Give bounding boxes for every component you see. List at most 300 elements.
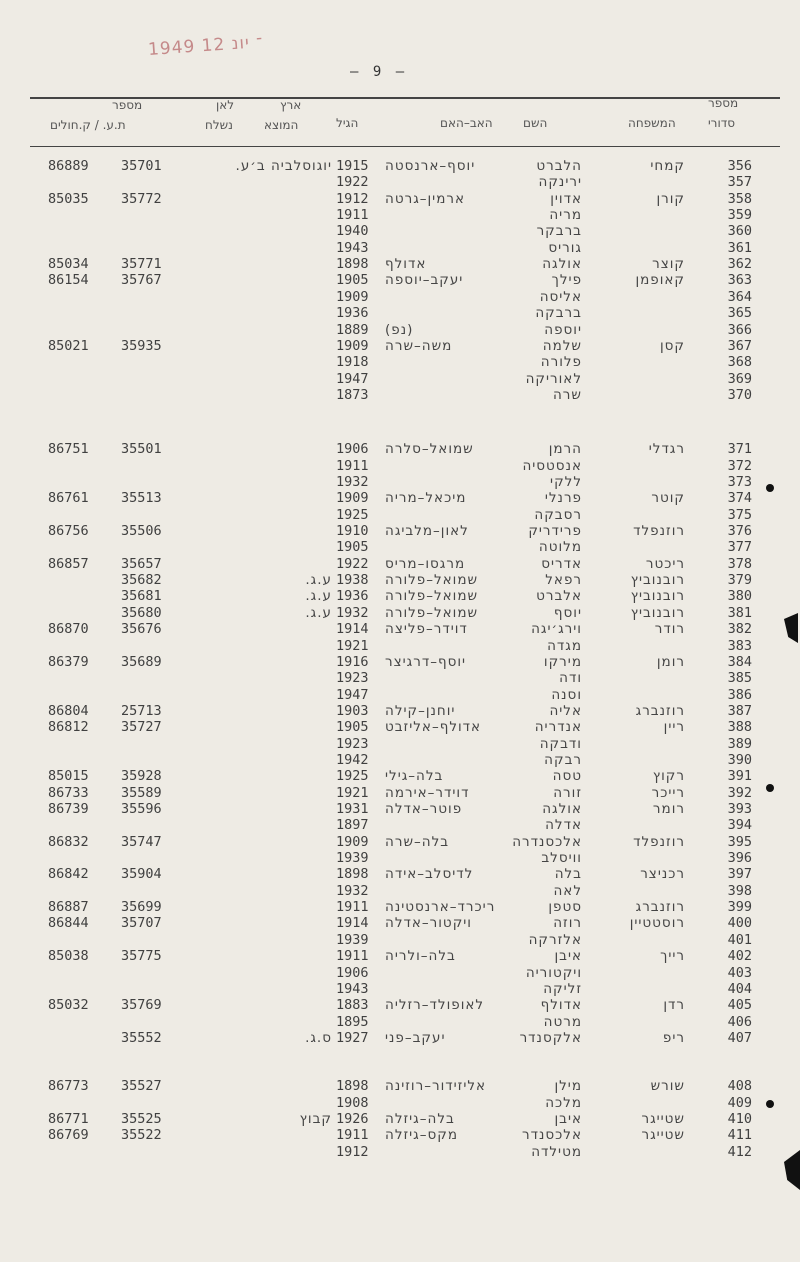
parents-cell: ארמין–גרטה <box>385 190 466 207</box>
parents-cell: בלה–גילי <box>385 768 444 785</box>
first-name-cell: מילן <box>554 1078 582 1095</box>
serial-cell: 399 <box>727 899 752 916</box>
te-number-cell: 35769 <box>121 997 162 1014</box>
first-name-cell: מריה <box>549 207 582 223</box>
parents-cell: לאון–מלביגה <box>385 523 469 539</box>
birth-year-cell: 1925 <box>336 506 369 523</box>
birth-year-cell: 1932 <box>336 882 369 899</box>
origin-cell: ע.ג. <box>305 604 332 621</box>
te-number-cell: 35682 <box>121 572 162 589</box>
serial-cell: 405 <box>727 997 752 1014</box>
birth-year-cell: 1939 <box>336 931 369 948</box>
hole-punch-dot <box>766 784 774 792</box>
family-name-cell: קמחי <box>650 158 685 174</box>
birth-year-cell: 1911 <box>336 948 369 965</box>
parents-cell: מיכאל–מריה <box>385 490 467 507</box>
birth-year-cell: 1906 <box>336 964 369 981</box>
birth-year-cell: 1897 <box>336 817 369 834</box>
hospital-number-cell: 85035 <box>48 190 89 207</box>
parents-cell: יוסף–דרגיצר <box>385 653 467 670</box>
family-name-cell: רגדלי <box>648 441 685 458</box>
parents-cell: לאופולד–רזליה <box>385 997 485 1014</box>
parents-cell: יוחנן–קילה <box>385 702 456 719</box>
birth-year-cell: 1926 <box>336 1110 369 1127</box>
first-name-cell: אלכסנדרה <box>512 833 582 850</box>
serial-cell: 385 <box>727 670 752 687</box>
margin-mark <box>784 1150 800 1190</box>
serial-cell: 356 <box>727 158 752 174</box>
first-name-cell: מטילדה <box>531 1143 582 1160</box>
te-number-cell: 35771 <box>121 256 162 273</box>
origin-cell: ע.ג. <box>305 588 332 605</box>
first-name-cell: אדוין <box>550 190 582 207</box>
first-name-cell: יוסף <box>553 604 582 621</box>
page-number: — 9 — <box>350 64 408 80</box>
parents-cell: יעקב–פני <box>385 1029 446 1046</box>
first-name-cell: וויסלב <box>541 850 582 866</box>
serial-cell: 397 <box>727 866 752 883</box>
birth-year-cell: 1918 <box>336 354 369 371</box>
hospital-number-cell: 86733 <box>48 784 89 801</box>
family-name-cell: רקוץ <box>652 768 685 785</box>
birth-year-cell: 1921 <box>336 784 369 801</box>
hospital-number-cell: 86832 <box>48 833 89 850</box>
first-name-cell: פלורה <box>540 354 582 371</box>
family-name-cell: שטייגר <box>641 1127 685 1144</box>
family-name-cell: קוצר <box>652 256 685 273</box>
header-parents: האב–האם <box>440 116 493 130</box>
birth-year-cell: 1925 <box>336 768 369 785</box>
birth-year-cell: 1943 <box>336 980 369 997</box>
te-number-cell: 35506 <box>121 523 162 539</box>
first-name-cell: ודבקה <box>539 735 582 752</box>
serial-cell: 368 <box>727 354 752 371</box>
serial-cell: 359 <box>727 207 752 223</box>
header-name: השם <box>523 116 548 130</box>
first-name-cell: אדריס <box>541 555 582 572</box>
serial-cell: 406 <box>727 1013 752 1030</box>
birth-year-cell: 1921 <box>336 637 369 654</box>
birth-year-cell: 1911 <box>336 1127 369 1144</box>
hospital-number-cell: 86844 <box>48 915 89 932</box>
hospital-number-cell: 85021 <box>48 337 89 354</box>
date-stamp: 1949 ־ יונ 12 <box>147 31 265 61</box>
first-name-cell: מלכה <box>545 1094 582 1111</box>
header-country-line1: ארץ <box>280 98 302 112</box>
serial-cell: 370 <box>727 386 752 403</box>
family-name-cell: רומן <box>656 653 685 670</box>
first-name-cell: ודה <box>559 670 582 687</box>
first-name-cell: רפאל <box>545 572 582 589</box>
birth-year-cell: 1908 <box>336 1094 369 1111</box>
serial-cell: 357 <box>727 174 752 191</box>
serial-cell: 361 <box>727 239 752 256</box>
birth-year-cell: 1938 <box>336 572 369 589</box>
birth-year-cell: 1936 <box>336 305 369 322</box>
first-name-cell: פרנלי <box>544 490 582 507</box>
header-ship-line2: נשלח <box>205 118 233 132</box>
parents-cell: בלה–גיזלה <box>385 1110 455 1127</box>
serial-cell: 398 <box>727 882 752 899</box>
birth-year-cell: 1911 <box>336 899 369 916</box>
first-name-cell: איבן <box>554 1110 582 1127</box>
hospital-number-cell: 86739 <box>48 801 89 817</box>
parents-cell: אדולף <box>385 256 427 273</box>
te-number-cell: 35701 <box>121 158 162 174</box>
first-name-cell: פילך <box>551 272 582 289</box>
first-name-cell: מלוטה <box>538 539 582 556</box>
family-name-cell: קוטר <box>651 490 685 507</box>
birth-year-cell: 1914 <box>336 621 369 638</box>
serial-cell: 382 <box>727 621 752 638</box>
te-number-cell: 35904 <box>121 866 162 883</box>
first-name-cell: זורה <box>553 784 582 801</box>
first-name-cell: רסבקה <box>534 506 582 523</box>
serial-cell: 373 <box>727 474 752 490</box>
first-name-cell: הרמן <box>548 441 582 458</box>
first-name-cell: הלברט <box>536 158 582 174</box>
first-name-cell: איבן <box>554 948 582 965</box>
birth-year-cell: 1942 <box>336 751 369 768</box>
birth-year-cell: 1927 <box>336 1029 369 1046</box>
birth-year-cell: 1912 <box>336 1143 369 1160</box>
header-family: המשפחה <box>628 116 676 130</box>
birth-year-cell: 1922 <box>336 174 369 191</box>
first-name-cell: אליסה <box>539 288 582 305</box>
family-name-cell: רובנוביץ <box>630 572 685 589</box>
serial-cell: 409 <box>727 1094 752 1111</box>
birth-year-cell: 1903 <box>336 702 369 719</box>
first-name-cell: טסה <box>552 768 582 785</box>
family-name-cell: רייכר <box>651 784 685 801</box>
serial-cell: 372 <box>727 457 752 474</box>
first-name-cell: לאה <box>553 882 582 899</box>
family-name-cell: רוזנפלד <box>633 523 685 539</box>
serial-cell: 386 <box>727 686 752 703</box>
first-name-cell: אנדריה <box>534 719 582 736</box>
te-number-cell: 35501 <box>121 441 162 458</box>
parents-cell: מקס–גיזלה <box>385 1127 459 1144</box>
birth-year-cell: 1889 <box>336 321 369 338</box>
hospital-number-cell: 85015 <box>48 768 89 785</box>
first-name-cell: בלה <box>554 866 582 883</box>
margin-mark <box>784 613 798 643</box>
te-number-cell: 35527 <box>121 1078 162 1095</box>
first-name-cell: וסנה <box>551 686 582 703</box>
origin-cell: ס.ג. <box>305 1029 332 1046</box>
parents-cell: מרגסו–מריס <box>385 555 466 572</box>
hospital-number-cell: 86812 <box>48 719 89 736</box>
serial-cell: 358 <box>727 190 752 207</box>
serial-cell: 360 <box>727 223 752 240</box>
first-name-cell: אולגה <box>542 801 582 817</box>
serial-cell: 404 <box>727 980 752 997</box>
family-name-cell: רוזנפלד <box>633 833 685 850</box>
birth-year-cell: 1943 <box>336 239 369 256</box>
parents-cell: פוטר–אדלה <box>385 801 463 817</box>
first-name-cell: פרידריק <box>528 523 582 539</box>
hole-punch-dot <box>766 1100 774 1108</box>
hospital-number-cell: 86842 <box>48 866 89 883</box>
serial-cell: 394 <box>727 817 752 834</box>
header-age: הגיל <box>336 116 359 130</box>
hospital-number-cell: 86756 <box>48 523 89 539</box>
parents-cell: שמואל–סלרה <box>385 441 474 458</box>
serial-cell: 400 <box>727 915 752 932</box>
family-name-cell: קאופמן <box>635 272 685 289</box>
birth-year-cell: 1873 <box>336 386 369 403</box>
serial-cell: 384 <box>727 653 752 670</box>
te-number-cell: 35680 <box>121 604 162 621</box>
birth-year-cell: 1883 <box>336 997 369 1014</box>
birth-year-cell: 1931 <box>336 801 369 817</box>
family-name-cell: רובנוביץ <box>630 588 685 605</box>
birth-year-cell: 1911 <box>336 457 369 474</box>
serial-cell: 388 <box>727 719 752 736</box>
te-number-cell: 35699 <box>121 899 162 916</box>
first-name-cell: זליקה <box>543 980 582 997</box>
te-number-cell: 35676 <box>121 621 162 638</box>
birth-year-cell: 1911 <box>336 207 369 223</box>
birth-year-cell: 1909 <box>336 288 369 305</box>
te-number-cell: 35689 <box>121 653 162 670</box>
birth-year-cell: 1912 <box>336 190 369 207</box>
first-name-cell: שלמה <box>542 337 582 354</box>
serial-cell: 365 <box>727 305 752 322</box>
birth-year-cell: 1905 <box>336 719 369 736</box>
te-number-cell: 35589 <box>121 784 162 801</box>
hospital-number-cell: 86154 <box>48 272 89 289</box>
family-name-cell: רודר <box>654 621 685 638</box>
family-name-cell: רוסטטיין <box>629 915 685 932</box>
first-name-cell: רבקה <box>544 751 582 768</box>
serial-cell: 403 <box>727 964 752 981</box>
birth-year-cell: 1923 <box>336 735 369 752</box>
parents-cell: אליזידור–רוזינה <box>385 1078 487 1095</box>
first-name-cell: לאוריקה <box>525 370 582 387</box>
hospital-number-cell: 86887 <box>48 899 89 916</box>
serial-cell: 362 <box>727 256 752 273</box>
origin-cell: יוגוסלביה ב׳ע. <box>235 158 332 174</box>
header-bottom-rule <box>30 146 780 147</box>
birth-year-cell: 1905 <box>336 272 369 289</box>
serial-cell: 374 <box>727 490 752 507</box>
first-name-cell: ירינקה <box>538 174 582 191</box>
serial-cell: 401 <box>727 931 752 948</box>
serial-cell: 376 <box>727 523 752 539</box>
parents-cell: שמואל–פלורה <box>385 588 479 605</box>
parents-cell: בלה–ולריה <box>385 948 456 965</box>
birth-year-cell: 1906 <box>336 441 369 458</box>
first-name-cell: ללקי <box>550 474 582 490</box>
hospital-number-cell: 86870 <box>48 621 89 638</box>
parents-cell: דוידר–אירמה <box>385 784 470 801</box>
te-number-cell: 35513 <box>121 490 162 507</box>
birth-year-cell: 1939 <box>336 850 369 866</box>
birth-year-cell: 1923 <box>336 670 369 687</box>
header-ship-line1: לאן <box>216 98 235 112</box>
family-name-cell: רומר <box>652 801 685 817</box>
family-name-cell: ריכטר <box>645 555 685 572</box>
first-name-cell: יוספה <box>544 321 582 338</box>
hospital-number-cell: 86379 <box>48 653 89 670</box>
birth-year-cell: 1898 <box>336 1078 369 1095</box>
birth-year-cell: 1947 <box>336 370 369 387</box>
birth-year-cell: 1932 <box>336 474 369 490</box>
first-name-cell: אדולף <box>540 997 582 1014</box>
hospital-number-cell: 86889 <box>48 158 89 174</box>
serial-cell: 412 <box>727 1143 752 1160</box>
parents-cell: שמואל–פלורה <box>385 572 479 589</box>
first-name-cell: ברבקה <box>535 305 582 322</box>
te-number-cell: 35657 <box>121 555 162 572</box>
serial-cell: 408 <box>727 1078 752 1095</box>
hospital-number-cell: 86769 <box>48 1127 89 1144</box>
birth-year-cell: 1909 <box>336 833 369 850</box>
te-number-cell: 35767 <box>121 272 162 289</box>
family-name-cell: רייך <box>660 948 685 965</box>
serial-cell: 380 <box>727 588 752 605</box>
parents-cell: ריכרד–ארנסטינה <box>385 899 496 916</box>
birth-year-cell: 1895 <box>336 1013 369 1030</box>
first-name-cell: אליה <box>549 702 582 719</box>
first-name-cell: שרה <box>552 386 582 403</box>
te-number-cell: 35552 <box>121 1029 162 1046</box>
serial-cell: 387 <box>727 702 752 719</box>
te-number-cell: 35775 <box>121 948 162 965</box>
origin-cell: קבוץ <box>299 1110 332 1127</box>
birth-year-cell: 1905 <box>336 539 369 556</box>
serial-cell: 364 <box>727 288 752 305</box>
te-number-cell: 35596 <box>121 801 162 817</box>
family-name-cell: שורש <box>650 1078 685 1095</box>
first-name-cell: אולגה <box>542 256 582 273</box>
parents-cell: ויקטור–אדלה <box>385 915 472 932</box>
hospital-number-cell: 86773 <box>48 1078 89 1095</box>
hospital-number-cell: 86761 <box>48 490 89 507</box>
birth-year-cell: 1898 <box>336 866 369 883</box>
origin-cell: ע.ג. <box>305 572 332 589</box>
first-name-cell: מירקו <box>543 653 582 670</box>
te-number-cell: 35747 <box>121 833 162 850</box>
birth-year-cell: 1914 <box>336 915 369 932</box>
birth-year-cell: 1940 <box>336 223 369 240</box>
parents-cell: בלה–שרה <box>385 833 450 850</box>
serial-cell: 392 <box>727 784 752 801</box>
serial-cell: 402 <box>727 948 752 965</box>
serial-cell: 383 <box>727 637 752 654</box>
parents-cell: לדיסלב–אידה <box>385 866 474 883</box>
serial-cell: 407 <box>727 1029 752 1046</box>
family-name-cell: קורן <box>656 190 685 207</box>
parents-cell: אדולף–אליזבט <box>385 719 482 736</box>
header-top-rule <box>30 97 780 99</box>
first-name-cell: אלברט <box>536 588 582 605</box>
header-serial-line1: מספר <box>708 96 739 110</box>
birth-year-cell: 1910 <box>336 523 369 539</box>
hospital-number-cell: 85032 <box>48 997 89 1014</box>
family-name-cell: רדן <box>663 997 685 1014</box>
serial-cell: 377 <box>727 539 752 556</box>
te-number-cell: 35928 <box>121 768 162 785</box>
birth-year-cell: 1916 <box>336 653 369 670</box>
serial-cell: 379 <box>727 572 752 589</box>
te-number-cell: 35681 <box>121 588 162 605</box>
parents-cell: שמואל–פלורה <box>385 604 479 621</box>
header-numbers-line2: ת.ע. / ק.חולים <box>50 118 126 132</box>
parents-cell: משה–שרה <box>385 337 453 354</box>
birth-year-cell: 1915 <box>336 158 369 174</box>
first-name-cell: ויקטוריה <box>525 964 582 981</box>
hospital-number-cell: 86771 <box>48 1110 89 1127</box>
birth-year-cell: 1909 <box>336 337 369 354</box>
serial-cell: 391 <box>727 768 752 785</box>
serial-cell: 410 <box>727 1110 752 1127</box>
first-name-cell: גוריס <box>548 239 582 256</box>
family-name-cell: רובנוביץ <box>630 604 685 621</box>
birth-year-cell: 1909 <box>336 490 369 507</box>
family-name-cell: שטייגר <box>641 1110 685 1127</box>
hospital-number-cell: 85034 <box>48 256 89 273</box>
serial-cell: 393 <box>727 801 752 817</box>
te-number-cell: 35525 <box>121 1110 162 1127</box>
serial-cell: 366 <box>727 321 752 338</box>
serial-cell: 363 <box>727 272 752 289</box>
hospital-number-cell: 86857 <box>48 555 89 572</box>
first-name-cell: אנסטסיה <box>522 457 582 474</box>
family-name-cell: ריפ <box>662 1029 685 1046</box>
serial-cell: 371 <box>727 441 752 458</box>
serial-cell: 390 <box>727 751 752 768</box>
first-name-cell: אדלה <box>545 817 582 834</box>
birth-year-cell: 1898 <box>336 256 369 273</box>
serial-cell: 375 <box>727 506 752 523</box>
header-numbers-line1: מספר <box>112 98 143 112</box>
first-name-cell: אלכסנדר <box>522 1127 582 1144</box>
first-name-cell: רוזה <box>553 915 582 932</box>
birth-year-cell: 1922 <box>336 555 369 572</box>
hospital-number-cell: 85038 <box>48 948 89 965</box>
serial-cell: 381 <box>727 604 752 621</box>
parents-cell: יוסף–ארנסטה <box>385 158 476 174</box>
first-name-cell: וירג׳יגה <box>531 621 582 638</box>
te-number-cell: 35727 <box>121 719 162 736</box>
te-number-cell: 35707 <box>121 915 162 932</box>
hospital-number-cell: 86751 <box>48 441 89 458</box>
te-number-cell: 35772 <box>121 190 162 207</box>
te-number-cell: 35522 <box>121 1127 162 1144</box>
hospital-number-cell: 86804 <box>48 702 89 719</box>
family-name-cell: קסן <box>659 337 685 354</box>
family-name-cell: ריין <box>663 719 685 736</box>
serial-cell: 396 <box>727 850 752 866</box>
serial-cell: 378 <box>727 555 752 572</box>
birth-year-cell: 1932 <box>336 604 369 621</box>
first-name-cell: אלזרקה <box>528 931 582 948</box>
parents-cell: (נפ) <box>385 321 414 338</box>
first-name-cell: אלקסנדר <box>519 1029 582 1046</box>
first-name-cell: מגדה <box>547 637 582 654</box>
serial-cell: 367 <box>727 337 752 354</box>
serial-cell: 395 <box>727 833 752 850</box>
family-name-cell: רוזנברג <box>635 899 685 916</box>
serial-cell: 411 <box>727 1127 752 1144</box>
birth-year-cell: 1936 <box>336 588 369 605</box>
birth-year-cell: 1947 <box>336 686 369 703</box>
serial-cell: 389 <box>727 735 752 752</box>
family-name-cell: רכניצר <box>640 866 685 883</box>
header-serial-line2: סדורי <box>708 116 736 130</box>
